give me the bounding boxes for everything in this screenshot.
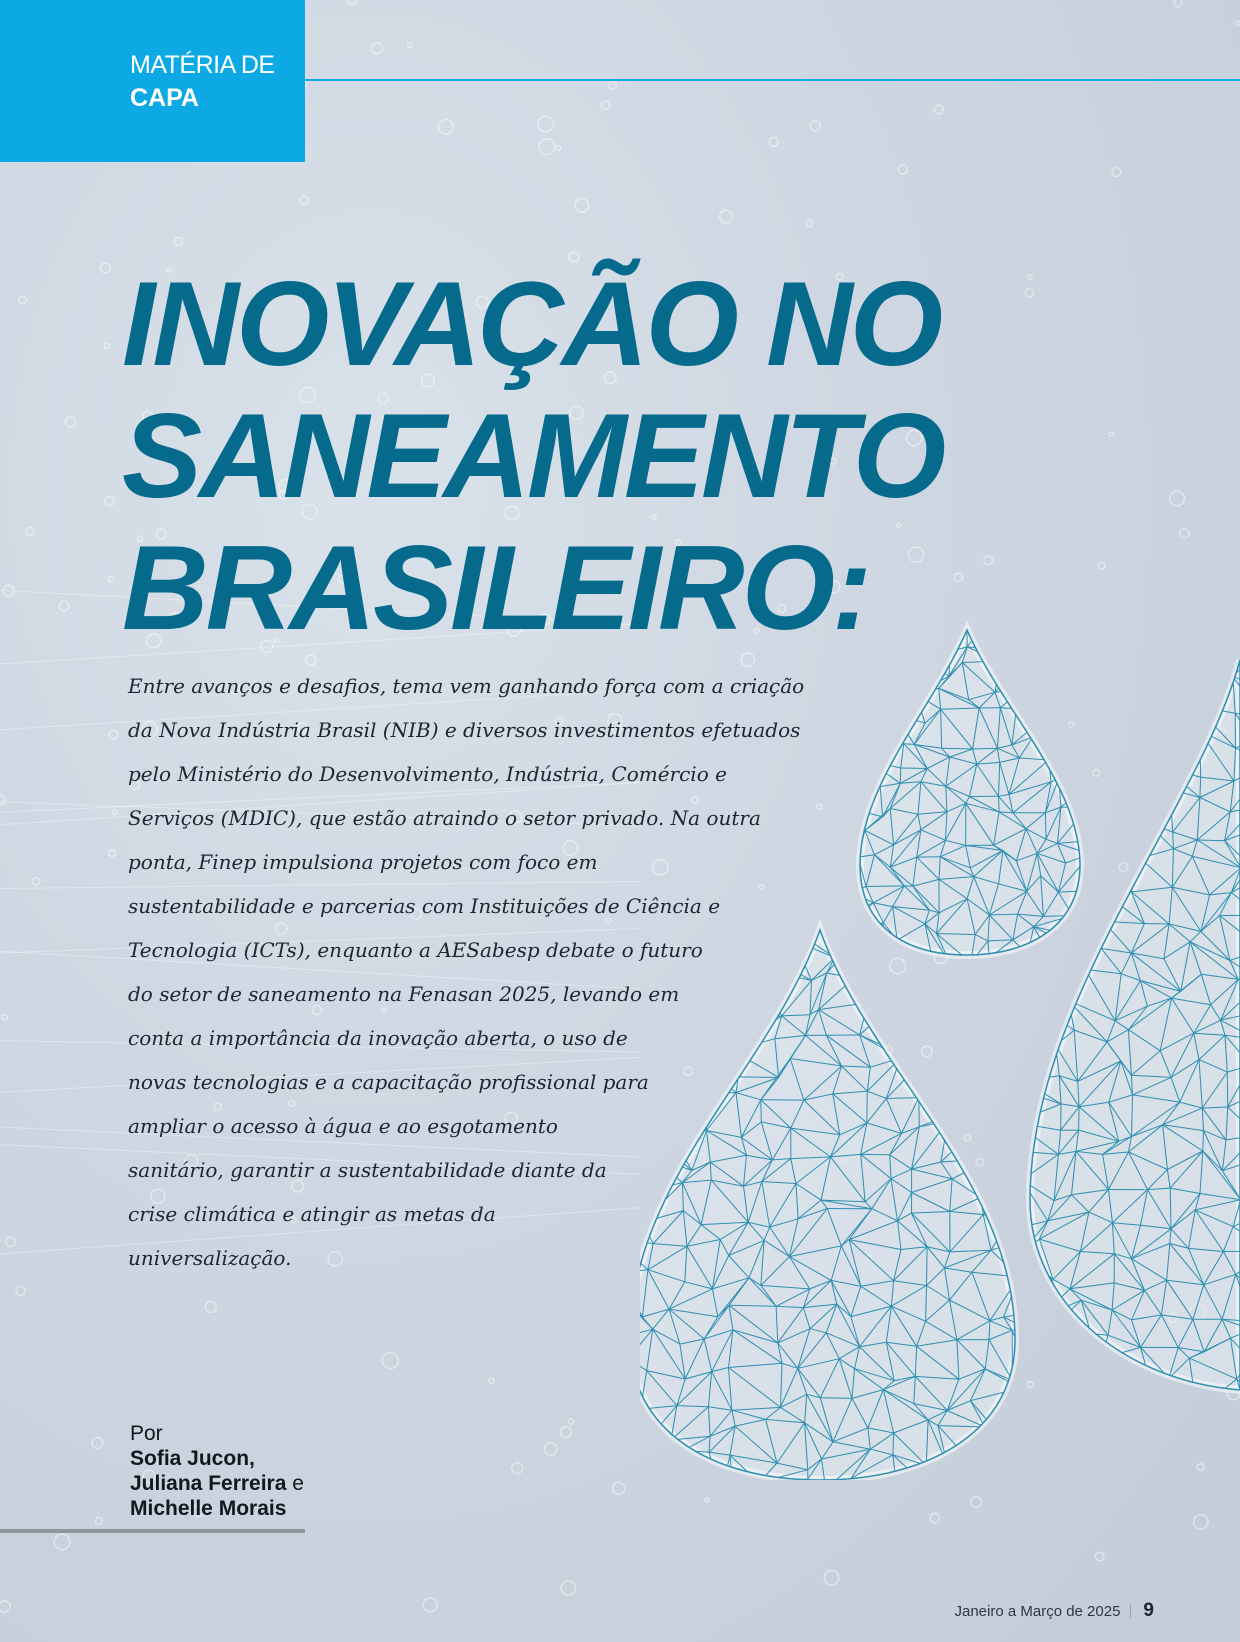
byline-conjunction: e <box>292 1472 304 1495</box>
headline-line: INOVAÇÃO NO <box>122 257 941 391</box>
lead-line: universalização. <box>128 1246 292 1270</box>
lead-line: Tecnologia (ICTs), enquanto a AESabesp debate o futuro <box>128 938 703 962</box>
lead-line: sustentabilidade e parcerias com Instituições de Ciência e <box>128 894 721 918</box>
section-label: MATÉRIA DE <box>130 51 275 79</box>
byline-prefix: Por <box>130 1422 163 1445</box>
section-rule <box>305 79 1240 81</box>
lead-line: do setor de saneamento na Fenasan 2025, levando em <box>128 982 680 1006</box>
lead-line: Entre avanços e desafios, tema vem ganhando força com a criação <box>128 674 805 698</box>
water-drops-illustration <box>640 600 1240 1480</box>
water-drop <box>640 908 1052 1480</box>
author-name: Michelle Morais <box>130 1497 287 1520</box>
section-tag-box <box>0 0 305 162</box>
author-name: Juliana Ferreira <box>130 1472 287 1495</box>
page-footer <box>954 1600 1154 1622</box>
lead-line: ampliar o acesso à água e ao esgotamento <box>128 1114 558 1138</box>
lead-line: da Nova Indústria Brasil (NIB) e diversos investimentos efetuados <box>128 718 801 742</box>
lead-line: crise climática e atingir as metas da <box>128 1202 496 1226</box>
lead-line: conta a importância da inovação aberta, o uso de <box>128 1026 628 1050</box>
lead-line: sanitário, garantir a sustentabilidade diante da <box>128 1158 607 1182</box>
water-drop <box>842 612 1099 988</box>
footer-divider <box>1130 1604 1131 1618</box>
author-name: Sofia Jucon, <box>130 1447 255 1470</box>
byline <box>130 1421 304 1521</box>
headline <box>122 258 943 654</box>
lead-line: novas tecnologias e a capacitação profissional para <box>128 1070 649 1094</box>
lead-line: Serviços (MDIC), que estão atraindo o setor privado. Na outra <box>128 806 761 830</box>
section-label-bold: CAPA <box>130 84 199 112</box>
headline-line: SANEAMENTO <box>122 389 944 523</box>
headline-line: BRASILEIRO: <box>122 521 869 655</box>
issue-date: Janeiro a Março de 2025 <box>954 1602 1121 1620</box>
lead-line: pelo Ministério do Desenvolvimento, Indústria, Comércio e <box>128 762 727 786</box>
page-number: 9 <box>1143 1600 1154 1621</box>
byline-rule <box>0 1529 305 1533</box>
lead-line: ponta, Finep impulsiona projetos com foco em <box>128 850 598 874</box>
